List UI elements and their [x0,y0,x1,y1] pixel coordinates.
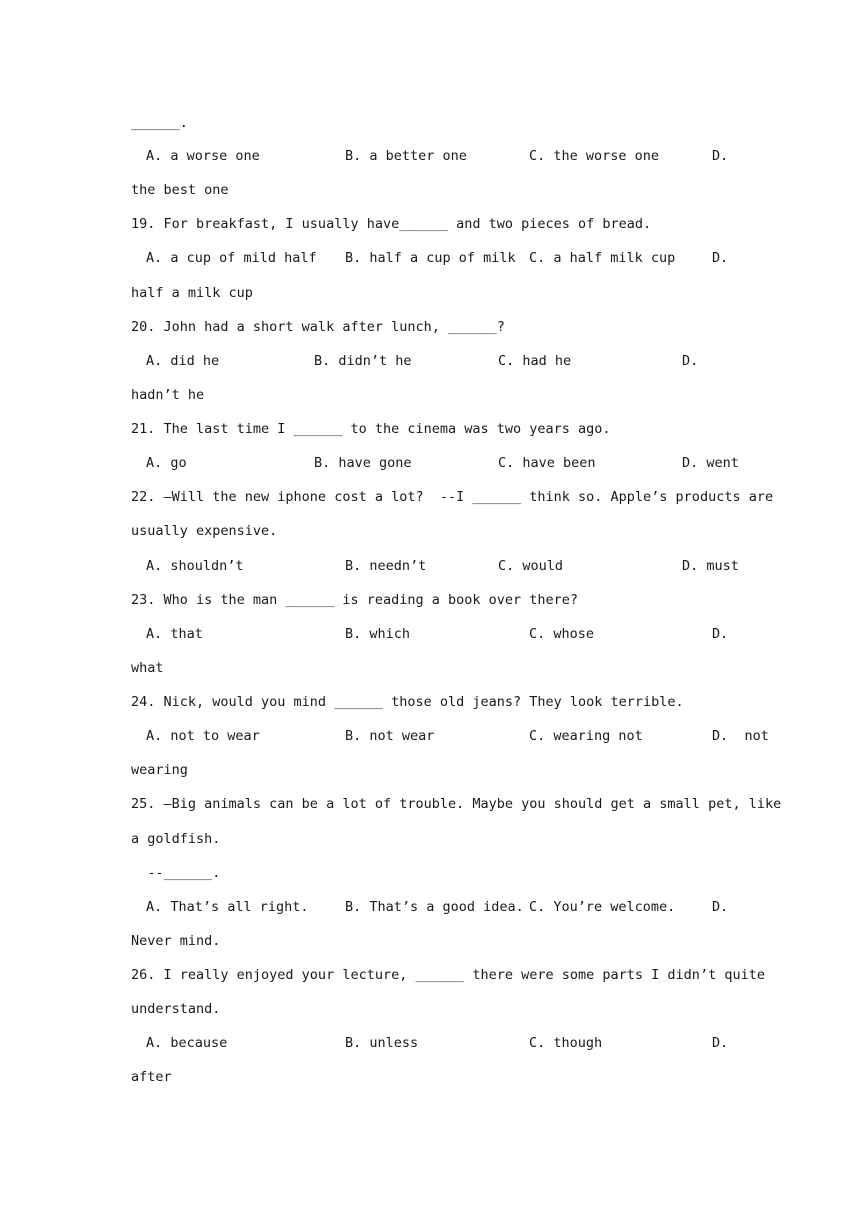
option-b: B. a better one [345,148,467,164]
options-line [131,897,735,917]
options-line [131,726,769,746]
option-a: A. a cup of mild half [146,250,317,266]
option-b: B. which [345,626,411,642]
option-a: A. not to wear [146,728,260,744]
option-b: B. have gone [314,455,412,471]
option-b: B. not wear [345,728,435,744]
option-d: D. must [682,558,739,574]
options-line [131,146,735,166]
text-line: a goldfish. [131,831,221,847]
option-d: D. [712,899,729,915]
text-line: wearing [131,762,188,778]
option-c: C. You’re welcome. [529,899,676,915]
options-line [131,624,735,644]
option-d: D. [712,250,729,266]
option-d: D. [682,353,699,369]
option-c: C. though [529,1035,603,1051]
options-line [131,351,735,371]
text-line: half a milk cup [131,285,253,301]
text-line: 22. –Will the new iphone cost a lot? --I ______ think so. Apple’s products are [131,489,774,505]
text-line: 23. Who is the man ______ is reading a book over there? [131,592,579,608]
text-line: understand. [131,1001,221,1017]
option-a: A. did he [146,353,220,369]
text-line: 24. Nick, would you mind ______ those old jeans? They look terrible. [131,694,684,710]
option-c: C. a half milk cup [529,250,676,266]
option-d: D. not [712,728,769,744]
text-line: usually expensive. [131,523,278,539]
option-b: B. That’s a good idea. [345,899,524,915]
text-line: --______. [131,865,221,881]
text-line: hadn’t he [131,387,205,403]
option-c: C. whose [529,626,595,642]
option-a: A. a worse one [146,148,260,164]
option-c: C. would [498,558,564,574]
option-a: A. because [146,1035,228,1051]
options-line [131,556,739,576]
option-c: C. the worse one [529,148,660,164]
text-line: what [131,660,164,676]
option-d: D. [712,148,729,164]
text-line: 20. John had a short walk after lunch, ______? [131,319,505,335]
option-a: A. that [146,626,203,642]
option-b: B. needn’t [345,558,427,574]
option-b: B. half a cup of milk [345,250,516,266]
option-a: A. That’s all right. [146,899,309,915]
option-d: D. went [682,455,739,471]
option-a: A. shouldn’t [146,558,244,574]
option-c: C. had he [498,353,572,369]
text-line: ______. [131,115,188,131]
options-line [131,453,739,473]
option-a: A. go [146,455,187,471]
option-c: C. wearing not [529,728,643,744]
text-line: 21. The last time I ______ to the cinema was two years ago. [131,421,611,437]
options-line [131,248,735,268]
options-line [131,1033,735,1053]
text-line: after [131,1069,172,1085]
option-d: D. [712,1035,729,1051]
text-line: 19. For breakfast, I usually have______ and two pieces of bread. [131,216,652,232]
text-line: Never mind. [131,933,221,949]
option-b: B. didn’t he [314,353,412,369]
option-d: D. [712,626,729,642]
option-b: B. unless [345,1035,419,1051]
text-line: 26. I really enjoyed your lecture, ______ there were some parts I didn’t quite [131,967,765,983]
option-c: C. have been [498,455,596,471]
text-line: 25. –Big animals can be a lot of trouble. Maybe you should get a small pet, like [131,796,782,812]
text-line: the best one [131,182,229,198]
